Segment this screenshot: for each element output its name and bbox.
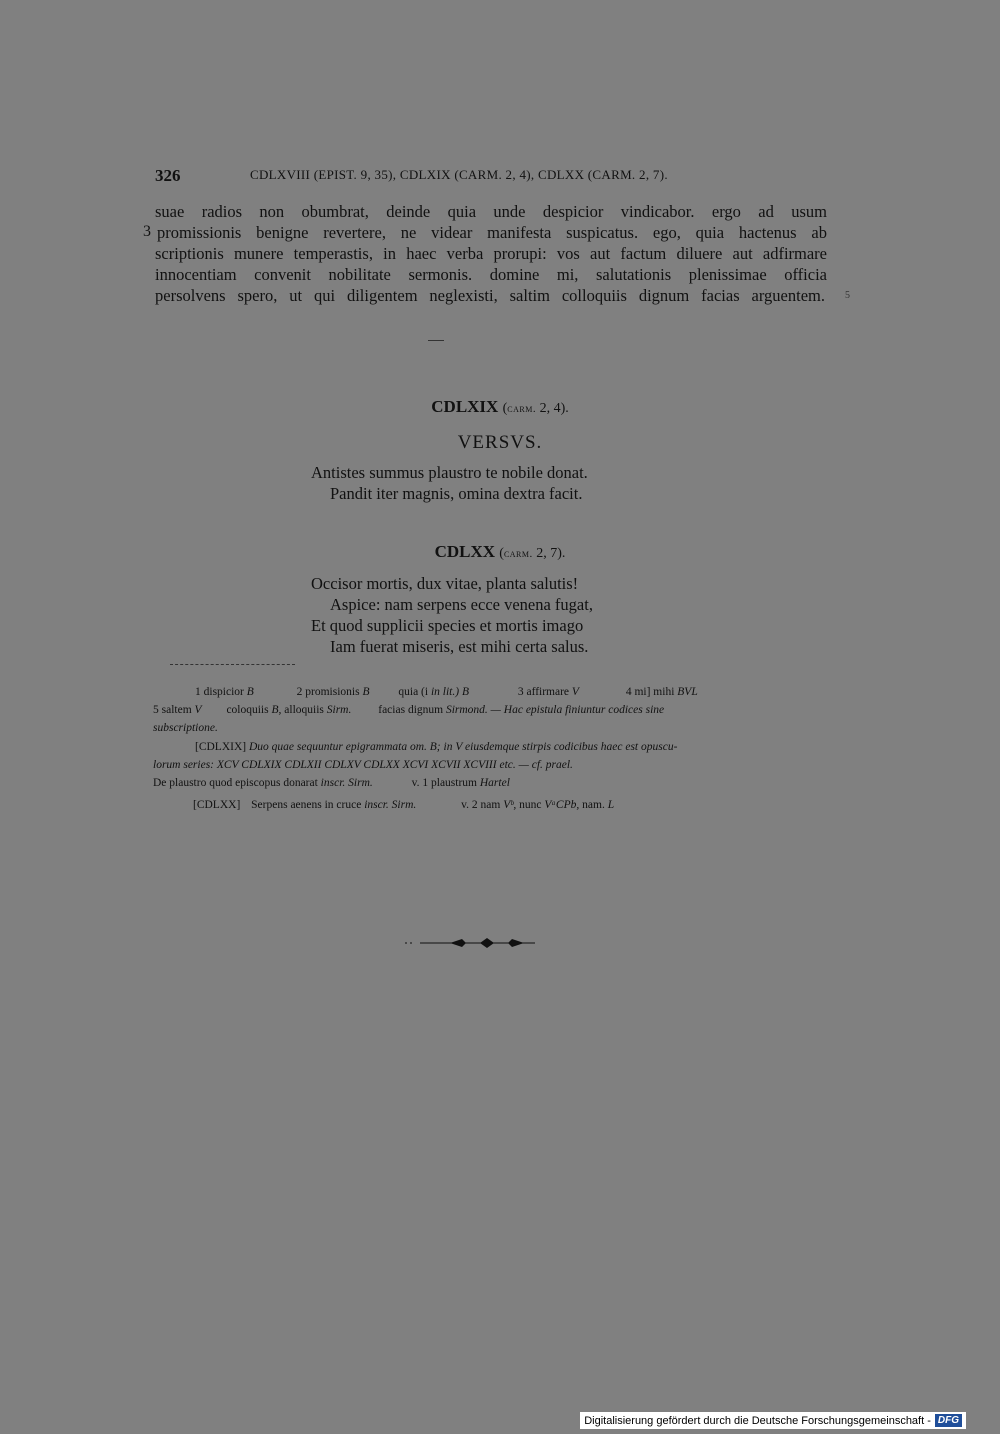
digitization-credit [580, 1412, 966, 1429]
section-reference: (carm. 2, 4). [502, 401, 569, 416]
line-number-3: 3 [143, 223, 151, 240]
end-ornament-icon [400, 936, 550, 950]
margin-line-number-5: 5 [845, 290, 850, 301]
body-line-5: persolvens spero, ut qui diligentem neglexisti, saltim colloquiis dignum facias arguentem. [155, 286, 825, 305]
verse-line: Occisor mortis, dux vitae, planta salutis! [311, 574, 579, 593]
apparatus-line-4: [CDLXIX] Duo quae sequuntur epigrammata om. B; in V eiusdemque stirpis codicibus haec est opuscu- [195, 741, 678, 753]
section-number: CDLXX [434, 542, 496, 561]
apparatus-line-1: 1 dispicior B 2 promisionis B quia (i in lit.) B 3 affirmare V 4 mi] mihi BVL [195, 686, 698, 698]
body-line-3: scriptionis munere temperastis, in haec verba prorupi: vos aut factum diluere aut adfirmare [155, 244, 827, 263]
body-line-4: innocentiam convenit nobilitate sermonis. domine mi, salutationis plenissimae officia [155, 265, 827, 284]
body-line-1: suae radios non obumbrat, deinde quia unde despicior vindicabor. ergo ad usum [155, 202, 827, 221]
section-number: CDLXIX [431, 397, 499, 416]
running-title: CDLXVIII (EPIST. 9, 35), CDLXIX (CARM. 2, 4), CDLXX (CARM. 2, 7). [250, 167, 668, 182]
section-reference: (carm. 2, 7). [499, 546, 566, 561]
verse-line: Aspice: nam serpens ecce venena fugat, [330, 595, 593, 614]
apparatus-line-6: De plaustro quod episcopus donarat inscr. Sirm. v. 1 plaustrum Hartel [153, 777, 510, 789]
dfg-logo: DFG [935, 1414, 962, 1427]
section-heading-cdlxx [0, 542, 1000, 562]
apparatus-line-2: 5 saltem V coloquiis B, alloquiis Sirm. facias dignum Sirmond. — Hac epistula finiuntur codices sine [153, 704, 665, 716]
apparatus-line-5: lorum series: XCV CDLXIX CDLXII CDLXV CDLXX XCVI XCVII XCVIII etc. — cf. prael. [153, 759, 573, 771]
body-line-2: promissionis benigne revertere, ne videar manifesta suspicatus. ego, quia hactenus ab [157, 223, 827, 242]
apparatus-line-3: subscriptione. [153, 722, 218, 734]
apparatus-line-7: [CDLXX] Serpens aenens in cruce inscr. Sirm. v. 2 nam Vᵇ, nunc VᵃCPb, nam. L [193, 799, 615, 811]
footnote-rule [170, 664, 295, 665]
verse-line: Et quod supplicii species et mortis imago [311, 616, 584, 635]
separator-mark [428, 340, 444, 341]
section-subtitle: VERSVS. [457, 432, 543, 453]
credit-text: Digitalisierung gefördert durch die Deutsche Forschungsgemeinschaft - [584, 1414, 931, 1427]
verse-line: Pandit iter magnis, omina dextra facit. [330, 484, 583, 503]
verse-line: Antistes summus plaustro te nobile donat. [311, 463, 588, 482]
page-number: 326 [155, 166, 181, 185]
verse-line: Iam fuerat miseris, est mihi certa salus. [330, 637, 589, 656]
section-heading-cdlxix [0, 397, 1000, 417]
